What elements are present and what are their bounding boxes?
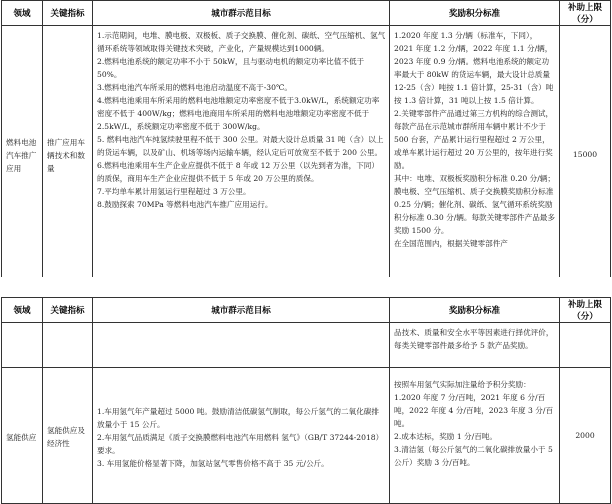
indicator-cell: 氢能供应及经济性 [43,368,93,504]
empty-cell [2,323,43,368]
standard-cell [390,26,560,283]
goal-item: 1.车用氢气年产量超过 5000 吨。鼓励清洁低碳氢气制取，每公斤氢气的二氧化碳排放量小于 15 公斤。 [97,406,379,429]
header-standard: 奖励积分标准 [390,1,560,26]
standard-cell [390,368,560,504]
standard-item: 3.清洁氢（每公斤氢气的二氧化碳排放量小于 5 公斤）奖励 3 分/百吨。 [394,445,553,467]
goal-item: 2.车用氢气品质满足《质子交换膜燃料电池汽车用燃料 氢气》（GB/T 37244-2018）要求。 [97,432,384,455]
standard-continued-cell: 品技术、质量和安全水平等因素进行择优评价，每类关键零部件最多给予 5 款产品奖励。 [390,323,560,368]
standard-item: 2.成本达标，奖励 1 分/百吨。 [394,432,497,441]
goal-item: 5. 燃料电池汽车纯氢续驶里程不低于 300 公里。对最大设计总质量 31 吨（含）以上的货运车辆，以及矿山、机场等场内运输车辆，经认定后可放宽至不低于 200 公里。 [97,135,384,157]
empty-cell [560,323,611,368]
incentive-table-part-2 [1,297,611,504]
goal-item: 2.燃料电池系统的额定功率不小于 50kW，且与驱动电机的额定功率比值不低于 50%。 [97,57,365,79]
goal-item: 6.燃料电池乘用车生产企业应提供不低于 8 年或 12 万公里（以先到者为准，下同）的质保，商用车生产企业应提供不低于 5 年或 20 万公里的质保。 [97,161,379,183]
standard-item: 1.2020 年度 1.3 分/辆（标准车，下同），2021 年度 1.2 分/辆，2022 年度 1.1 分/辆，2023 年度 0.9 分/辆。燃料电池系统的额定功率最大于 80kW 的货运车辆，最大设计总质量 12-25（含）吨按 1.1 倍计算，25-31（含）吨按 1.3 倍计算，31 吨以上按 1.5 倍计算。 [394,31,554,105]
cap-cell: 15000 [560,26,611,283]
standard-item: 按照车用氢气实际加注量给予积分奖励： [394,380,531,389]
goal-item: 7.平均单车累计用氢运行里程超过 3 万公里。 [97,187,251,196]
empty-cell [93,323,390,368]
standard-item: 其中：电堆、双极板奖励积分标准 0.20 分/辆；膜电极、空气压缩机、质子交换膜奖励积分标准 0.25 分/辆；催化剂、碳纸、氢气循环系统奖励积分标准 0.30 分/辆。每款关键零部件产品最多奖励 1500 分。 [394,174,555,235]
domain-cell: 氢能供应 [2,368,43,504]
incentive-table-part-1 [1,0,611,283]
page-break [0,277,612,297]
header-indicator: 关键指标 [43,1,93,26]
standard-item: 1.2020 年度 7 分/百吨，2021 年度 6 分/百吨，2022 年度 4 分/百吨，2023 年度 3 分/百吨。 [394,393,554,428]
goal-cell [93,26,390,283]
goal-item: 4.燃料电池乘用车所采用的燃料电池堆额定功率密度不低于3.0kW/L，系统额定功率密度不低于 400W/kg；燃料电池商用车所采用的燃料电池堆额定功率密度不低于 2.5kW/L，系统额定功率密度不低于 300W/kg。 [97,96,380,131]
header-cap: 补助上限（分） [560,298,611,323]
cap-cell: 2000 [560,368,611,504]
goal-item: 1.示范期间，电堆、膜电极、双极板、质子交换膜、催化剂、碳纸、空气压缩机、氢气循环系统等领域取得关键技术突破，产业化，产量规模达到1000辆。 [97,31,386,53]
standard-item: 2.关键零部件产品通过第三方机构的综合测试，每款产品在示范城市群所用车辆中累计不少于 500 台套，产品累计运行里程超过 2 万公里，或单车累计运行超过 20 万公里的，按年进行奖励。 [394,109,554,170]
empty-cell [43,323,93,368]
header-indicator: 关键指标 [43,298,93,323]
goal-item: 8.鼓励探索 70MPa 等燃料电池汽车推广应用运行。 [97,200,273,209]
goal-item: 3.燃料电池汽车所采用的燃料电池启动温度不高于-30℃。 [97,83,293,92]
header-cap: 补助上限（分） [560,1,611,26]
goal-item: 3. 车用氢能价格显著下降，加氢站氢气零售价格不高于 35 元/公斤。 [97,458,329,468]
header-goal: 城市群示范目标 [93,298,390,323]
header-goal: 城市群示范目标 [93,1,390,26]
domain-cell: 燃料电池汽车推广应用 [2,26,43,283]
header-domain: 领域 [2,1,43,26]
standard-item: 在全国范围内，根据关键零部件产 [394,239,508,248]
indicator-cell: 推广应用车辆技术和数量 [43,26,93,283]
header-domain: 领域 [2,298,43,323]
goal-cell [93,368,390,504]
header-standard: 奖励积分标准 [390,298,560,323]
